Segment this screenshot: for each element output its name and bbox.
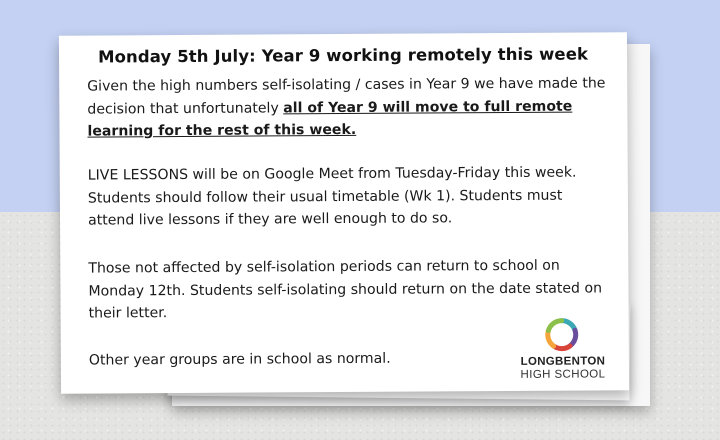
notice-paragraph-decision [87, 72, 607, 143]
notice-paragraph-other-years: Other year groups are in school as normal. [88, 350, 391, 369]
notice-paragraph-return: Those not affected by self-isolation periods can return to school on Monday 12th. Students self-isolating should return on the date stated on their letter. [88, 257, 603, 322]
school-name: LONGBENTON [520, 355, 606, 368]
ring-logo-icon [545, 318, 579, 352]
school-subtitle: HIGH SCHOOL [520, 368, 606, 381]
decision-emphasis: all of Year 9 will move to full remote learning for the rest of this week. [87, 98, 573, 140]
notice-title: Monday 5th July: Year 9 working remotely this week [97, 44, 589, 67]
notice-paragraph-live-lessons: LIVE LESSONS will be on Google Meet from Tuesday-Friday this week. Students should follow their usual timetable (Wk 1). Students must attend live lessons if they are well enough to do so. [87, 164, 577, 229]
decision-text: Given the high numbers self-isolating / cases in Year 9 we have made the decision that unfortunately [87, 75, 606, 118]
notice-card [59, 32, 629, 393]
school-logo [509, 317, 617, 381]
